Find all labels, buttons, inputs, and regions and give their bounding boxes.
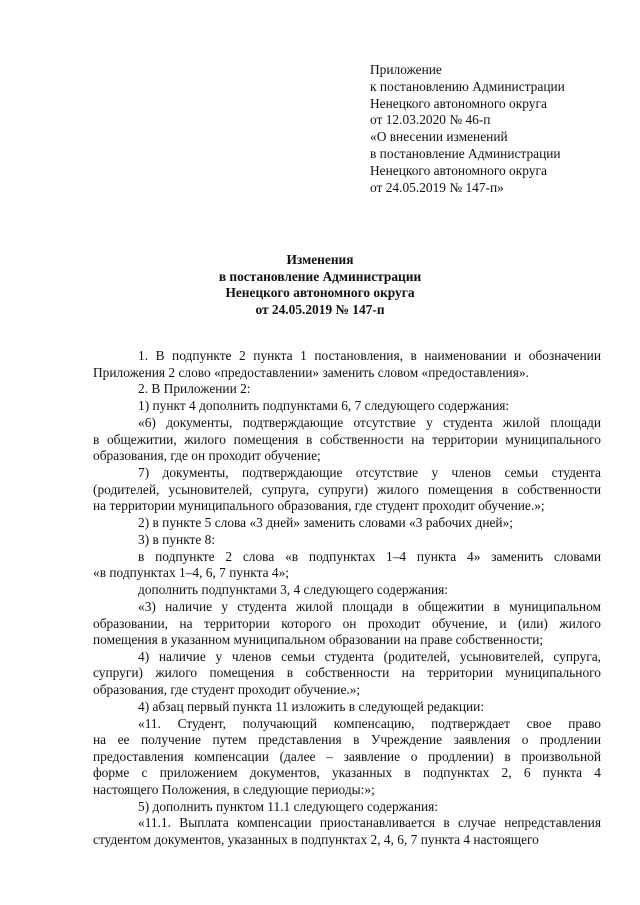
- paragraph: [93, 716, 601, 799]
- title-line: от 24.05.2019 № 147-п: [255, 301, 385, 317]
- paragraph-line: 2. В Приложении 2:: [138, 381, 251, 397]
- appendix-line: Ненецкого автономного округа: [370, 95, 547, 111]
- paragraph-line: 4) наличие у членов семьи студента (родителей, усыновителей, супруга,: [138, 648, 601, 664]
- paragraph-line: в подпункте 2 слова «в подпунктах 1–4 пункта 4» заменить словами: [138, 548, 601, 564]
- paragraph-line: «в подпунктах 1–4, 6, 7 пункта 4»;: [93, 565, 290, 581]
- title-line: Изменения: [286, 252, 354, 267]
- appendix-line: от 24.05.2019 № 147-п»: [370, 179, 504, 195]
- paragraph-line: «11.1. Выплата компенсации приостанавливается в случае непредставления: [138, 815, 601, 831]
- appendix-line: Приложение: [370, 62, 442, 77]
- paragraph: [93, 532, 601, 549]
- paragraph-line: предоставления компенсации (далее – заявление о продлении) в произвольной: [93, 748, 601, 764]
- paragraph-line: «3) наличие у студента жилой площади в общежитии в муниципальном: [138, 599, 601, 615]
- paragraph-line: на ее получение путем представления в Учреждение заявления о продлении: [93, 732, 601, 748]
- paragraph: [93, 815, 601, 848]
- paragraph-line: студентом документов, указанных в подпунктах 2, 4, 6, 7 пункта 4 настоящего: [93, 831, 539, 847]
- paragraph-line: образовании, на территории которого он проходит обучение, и (или) жилого: [93, 615, 601, 631]
- paragraph: [93, 415, 601, 465]
- title-line: Ненецкого автономного округа: [225, 285, 415, 301]
- appendix-line: от 12.03.2020 № 46-п: [370, 112, 491, 128]
- appendix-line: Ненецкого автономного округа: [370, 162, 547, 178]
- paragraph-line: 1) пункт 4 дополнить подпунктами 6, 7 следующего содержания:: [138, 398, 510, 414]
- paragraph: [93, 582, 601, 599]
- paragraph: [93, 699, 601, 716]
- appendix-line: к постановлению Администрации: [370, 78, 565, 94]
- paragraph-line: 2) в пункте 5 слова «3 дней» заменить словами «3 рабочих дней»;: [138, 514, 514, 530]
- paragraph-line: настоящего Положения, в следующие периоды:»;: [93, 781, 375, 797]
- paragraph-line: «11. Студент, получающий компенсацию, подтверждает свое право: [138, 715, 601, 731]
- appendix-header: [370, 62, 620, 196]
- paragraph-line: 5) дополнить пунктом 11.1 следующего содержания:: [138, 798, 439, 814]
- paragraph-line: дополнить подпунктами 3, 4 следующего содержания:: [138, 582, 449, 598]
- paragraph: [93, 549, 601, 582]
- paragraph-line: образования, где студент проходит обучение.»;: [93, 681, 361, 697]
- paragraph-line: образования, где он проходит обучение;: [93, 448, 321, 464]
- title-line: в постановление Администрации: [218, 268, 422, 284]
- paragraph-line: 4) абзац первый пункта 11 изложить в следующей редакции:: [138, 698, 485, 714]
- paragraph-line: форме с приложением документов, указанных в подпунктах 2, 6 пункта 4: [93, 765, 601, 781]
- paragraph-line: 7) документы, подтверждающие отсутствие у членов семьи студента: [138, 465, 601, 481]
- paragraph: [93, 799, 601, 816]
- paragraph: [93, 649, 601, 699]
- paragraph: [93, 465, 601, 515]
- paragraph: [93, 398, 601, 415]
- paragraph-line: 3) в пункте 8:: [138, 531, 216, 547]
- document-title: [0, 252, 640, 318]
- paragraph-line: Приложения 2 слово «предоставлении» заменить словом «предоставления».: [93, 364, 529, 380]
- appendix-line: «О внесении изменений: [370, 129, 508, 145]
- paragraph-line: (родителей, усыновителей, супруга, супруги) жилого помещения в собственности: [93, 481, 601, 497]
- paragraph: [93, 348, 601, 381]
- paragraph-line: «6) документы, подтверждающие отсутствие у студента жилой площади: [138, 415, 601, 431]
- paragraph-line: супруги) жилого помещения в собственности на территории муниципального: [93, 665, 601, 681]
- appendix-line: в постановление Администрации: [370, 145, 561, 161]
- paragraph-line: 1. В подпункте 2 пункта 1 постановления, в наименовании и обозначении: [138, 348, 601, 363]
- paragraph-line: на территории муниципального образования, где студент проходит обучение.»;: [93, 498, 545, 514]
- paragraph-line: в общежитии, жилого помещения в собственности на территории муниципального: [93, 431, 601, 447]
- paragraph: [93, 599, 601, 649]
- document-body: [93, 348, 601, 849]
- paragraph-line: помещения в указанном муниципальном образовании на праве собственности;: [93, 632, 544, 648]
- paragraph: [93, 381, 601, 398]
- paragraph: [93, 515, 601, 532]
